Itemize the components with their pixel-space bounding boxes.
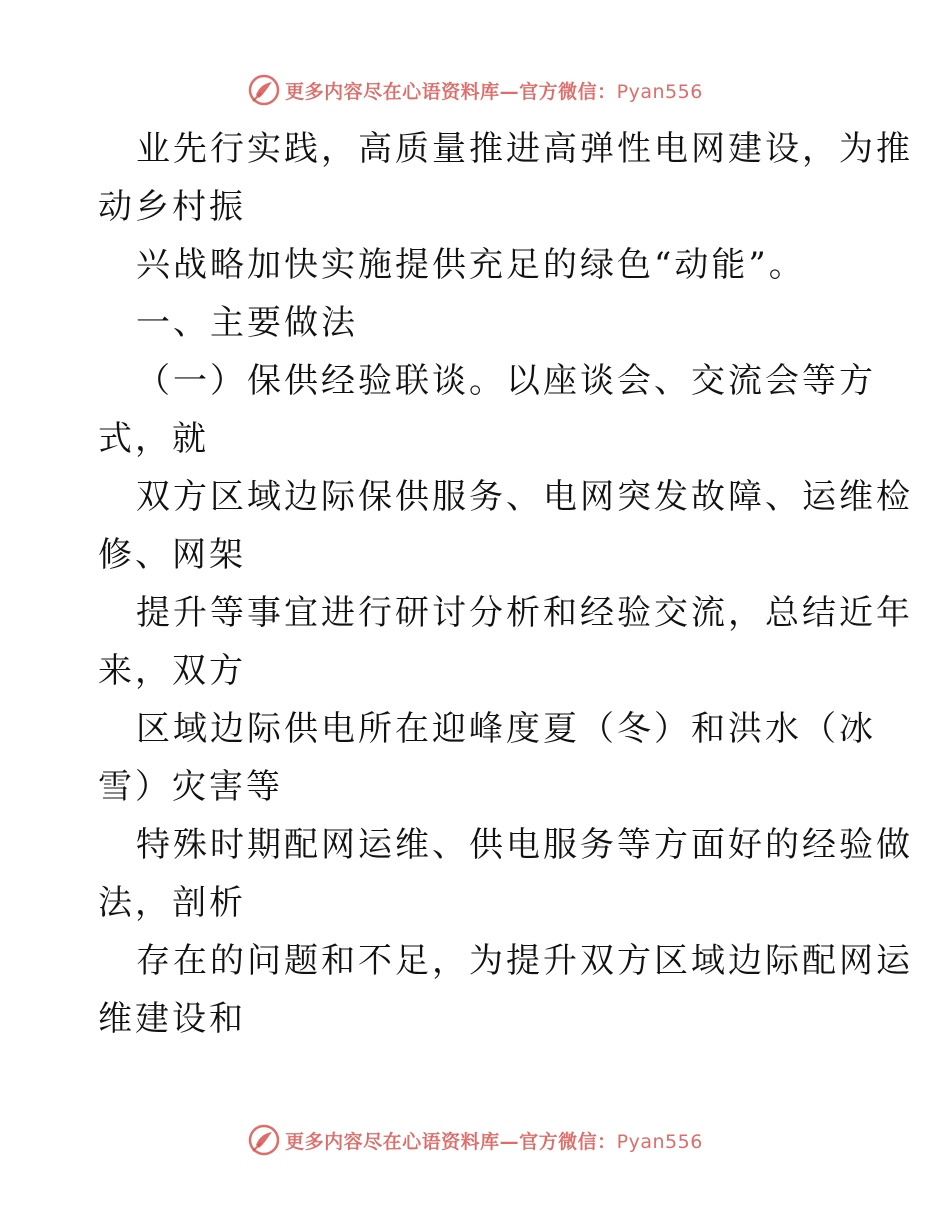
footer-watermark <box>0 1120 950 1160</box>
body-line: 法，剖析 <box>98 883 246 923</box>
watermark-logo-icon <box>247 73 281 107</box>
body-line: 业先行实践，高质量推进高弹性电网建设，为推 <box>136 129 913 169</box>
header-watermark <box>0 70 950 110</box>
body-line: 修、网架 <box>98 535 246 575</box>
body-line: 区域边际供电所在迎峰度夏（冬）和洪水（冰 <box>136 709 876 749</box>
body-line: 动乡村振 <box>98 187 246 227</box>
body-line: 存在的问题和不足，为提升双方区域边际配网运 <box>136 941 913 981</box>
body-line: 兴战略加快实施提供充足的绿色“动能”。 <box>136 245 806 285</box>
body-line: 维建设和 <box>98 999 246 1039</box>
body-line: 雪）灾害等 <box>98 767 283 807</box>
body-line: 来，双方 <box>98 651 246 691</box>
body-line: 式，就 <box>98 419 209 459</box>
body-line: 提升等事宜进行研讨分析和经验交流，总结近年 <box>136 593 913 633</box>
body-line: 特殊时期配网运维、供电服务等方面好的经验做 <box>136 825 913 865</box>
watermark-text: 更多内容尽在心语资料库—官方微信：Pyan556 <box>285 1130 703 1153</box>
watermark-logo-icon <box>247 1123 281 1157</box>
watermark-text: 更多内容尽在心语资料库—官方微信：Pyan556 <box>285 80 703 103</box>
body-line: 双方区域边际保供服务、电网突发故障、运维检 <box>136 477 913 517</box>
section-heading: 一、主要做法 <box>136 303 358 343</box>
document-body <box>98 120 913 1048</box>
body-line: （一）保供经验联谈。以座谈会、交流会等方 <box>136 361 876 401</box>
